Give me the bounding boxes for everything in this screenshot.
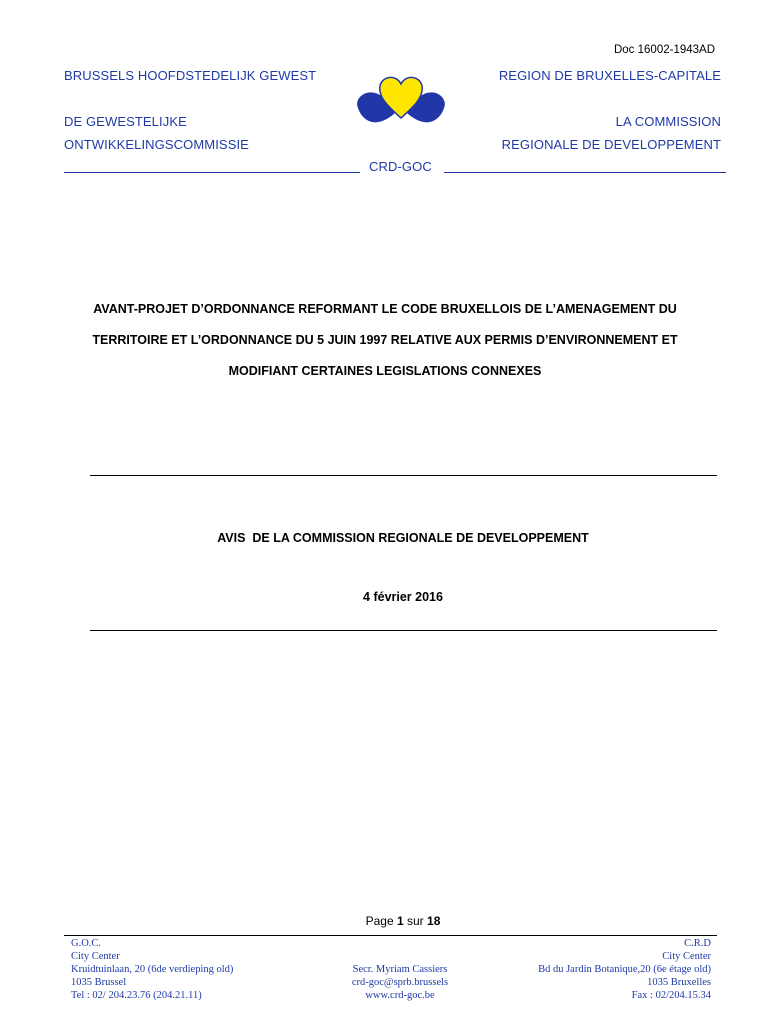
avis-heading: AVIS DE LA COMMISSION REGIONALE DE DEVELOPPEMENT (217, 531, 589, 545)
footer-right-address (538, 937, 711, 1002)
title-line-2: TERRITOIRE ET L’ORDONNANCE DU 5 JUIN 1997 RELATIVE AUX PERMIS D’ENVIRONNEMENT ET (92, 333, 678, 347)
document-date: 4 février 2016 (363, 590, 443, 604)
header-center-code: CRD-GOC (369, 159, 432, 174)
footer-left-line: 1035 Brussel (71, 977, 127, 988)
page-total: 18 (427, 914, 441, 928)
page-number (0, 914, 770, 928)
brussels-iris-logo-icon (352, 72, 450, 134)
footer-center-contact (330, 963, 470, 1002)
page-prefix: Page (365, 914, 397, 928)
footer-email-link[interactable]: crd-goc@sprb.brussels (351, 977, 449, 988)
footer-left-line: Tel : 02/ 204.23.76 (204.21.11) (71, 990, 202, 1001)
header-left-commission-line1: DE GEWESTELIJKE (64, 114, 187, 129)
title-line-3: MODIFIANT CERTAINES LEGISLATIONS CONNEXES (228, 364, 542, 378)
footer-divider (64, 935, 717, 936)
header-left-commission-line2: ONTWIKKELINGSCOMMISSIE (64, 137, 249, 152)
footer-left-address (71, 937, 233, 1002)
header-left-region: BRUSSELS HOOFDSTEDELIJK GEWEST (64, 68, 317, 83)
page-current: 1 (396, 914, 404, 928)
footer-left-line: Kruidtuinlaan, 20 (6de verdieping old) (71, 964, 234, 975)
footer-right-line: Fax : 02/204.15.34 (631, 990, 711, 1001)
footer-right-line: Bd du Jardin Botanique,20 (6e étage old) (538, 964, 711, 975)
footer-secretary: Secr. Myriam Cassiers (352, 964, 448, 975)
document-reference: Doc 16002-1943AD (613, 44, 715, 56)
header-divider-left-rule (64, 172, 360, 173)
title-line-1: AVANT-PROJET D’ORDONNANCE REFORMANT LE CODE BRUXELLOIS DE L’AMENAGEMENT DU (93, 302, 677, 316)
page-middle: sur (403, 914, 428, 928)
footer-website-link[interactable]: www.crd-goc.be (365, 990, 435, 1001)
header-right-commission-line2: REGIONALE DE DEVELOPPEMENT (501, 137, 721, 152)
header-right-region: REGION DE BRUXELLES-CAPITALE (498, 68, 721, 83)
footer-right-line: 1035 Bruxelles (647, 977, 711, 988)
divider-top (90, 475, 717, 476)
header-right-commission-line1: LA COMMISSION (615, 114, 721, 129)
footer-right-line: C.R.D (684, 938, 711, 949)
footer-left-line: G.O.C. (71, 938, 102, 949)
footer-left-line: City Center (71, 951, 120, 962)
header-divider-right-rule (444, 172, 726, 173)
footer-right-line: City Center (662, 951, 711, 962)
divider-bottom (90, 630, 717, 631)
header-divider (64, 158, 726, 178)
document-title (60, 294, 710, 387)
